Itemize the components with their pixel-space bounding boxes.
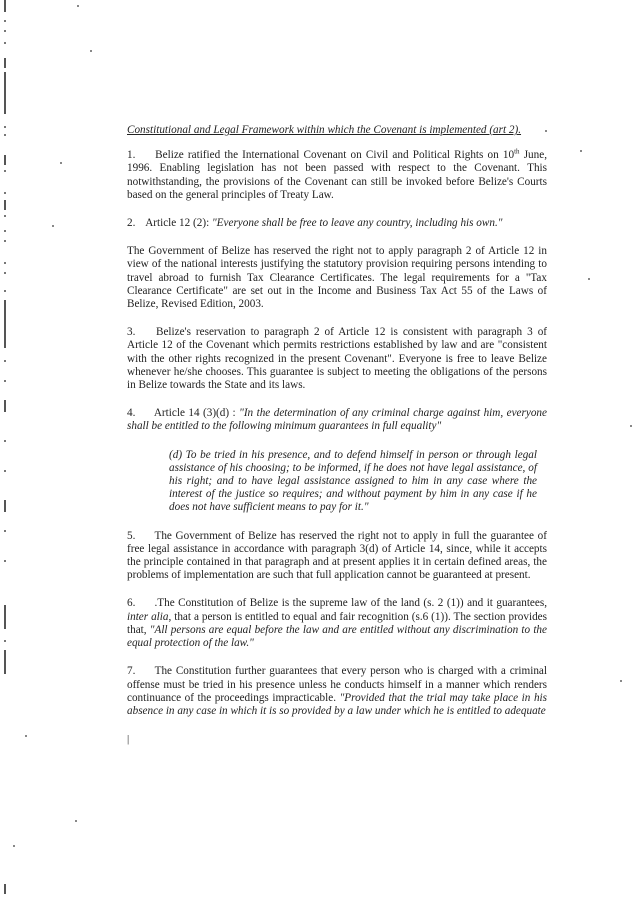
margin-mark [4,72,6,114]
margin-mark [4,440,6,442]
article-label: Article 14 (3)(d) : [153,407,236,420]
latin-phrase: inter alia [127,610,169,623]
block-quote: (d) To be tried in his presence, and to defend himself in person or through legal assistance of his choosing; to be informed, if he does not have legal assistance, of his right; and to have legal assistance assigned to him in any case where the interest of the justice so requires; and without payment by him in any case if he does not have sufficient means to pay for it." [169,448,537,514]
margin-mark [4,300,6,348]
margin-mark [4,650,6,674]
margin-mark [4,170,6,172]
paragraph-1 [127,149,547,202]
paragraph-text-cont: , that a person is entitled to equal and fair recognition (s.6 (1)). The section provides that, [127,610,547,636]
scan-speck [580,150,582,152]
paragraph-text: Belize's reservation to paragraph 2 of Article 12 is consistent with paragraph 3 of Article 12 of the Covenant which permits restrictions established by law and are "consistent with the other rights recognized in the present Covenant". Everyone is free to leave Belize whenever he/she chooses. This guarantee is subject to meeting the obligations of the persons in Belize towards the State and its laws. [127,326,548,392]
article-quote: "In the determination of any criminal charge against him, everyone shall be entitled to the following minimum guarantees in full equality" [127,407,547,433]
article-label: Article 12 (2): [145,217,210,230]
paragraph-3 [127,326,547,392]
scan-speck [60,162,62,164]
scan-speck [52,225,54,227]
document-body [127,124,547,746]
paragraph-number: 7. [127,665,136,678]
scan-speck [77,5,79,7]
margin-mark [4,230,6,232]
paragraph-4 [127,407,547,433]
scan-speck [13,845,15,847]
paragraph-6 [127,597,547,650]
margin-mark [4,200,6,210]
article-quote: "Everyone shall be free to leave any country, including his own." [209,217,503,230]
constitution-quote: "All persons are equal before the law and are entitled without any discrimination to the equal protection of the law." [127,623,547,650]
margin-mark [4,262,6,264]
margin-mark [4,20,6,22]
scan-speck [588,278,590,280]
margin-mark [4,58,6,68]
paragraph-2 [127,217,547,230]
scan-speck [25,735,27,737]
margin-mark [4,290,6,292]
constitution-quote: "Provided that the trial may take place in his absence in any case in which it is so provided by a law under which he is entitled to adequate [127,691,548,717]
scan-speck [75,820,77,822]
margin-mark [4,400,6,412]
margin-mark [4,380,6,382]
scan-margin-marks [4,0,8,903]
margin-mark [4,360,6,362]
paragraph-text: The Constitution further guarantees that every person who is charged with a criminal offense must be tried in his presence unless he conducts himself in a manner which renders continuance of the proceedings impracticable. [127,665,547,704]
paragraph-number: 3. [127,326,136,339]
margin-mark [4,272,6,274]
paragraph-number: 2. [127,217,136,230]
paragraph-number: 5. [127,529,136,542]
paragraph-text: Belize ratified the International Covenant on Civil and Political Rights on 10 [155,149,515,162]
margin-mark [4,215,6,217]
paragraph-2-body [127,245,547,311]
margin-mark [4,640,6,642]
margin-mark [4,134,6,136]
paragraph-number: 1. [127,149,136,162]
paragraph-text-cont: June, 1996. Enabling legislation has not been passed with respect to the Covenant. This notwithstanding, the provisions of the Covenant can still be invoked before Belize's Courts based on the general principles of Treaty Law. [127,149,548,201]
margin-mark [4,470,6,472]
margin-mark [4,530,6,532]
page-end-mark: | [127,733,130,746]
margin-mark [4,126,6,128]
scan-speck [90,50,92,52]
paragraph-text: The Government of Belize has reserved the right not to apply in full the guarantee of free legal assistance in accordance with paragraph 3(d) of Article 14, since, while it accepts the principle contained in that paragraph and at present applies it in certain defined areas, the problems of implementation are such that full application cannot be guaranteed at present. [127,529,547,582]
margin-mark [4,192,6,194]
paragraph-text: The Government of Belize has reserved the right not to apply paragraph 2 of Article 12 in view of the national interests justifying the statutory provision requiring persons intending to travel abroad to furnish Tax Clearance Certificates. The legal requirements for a "Tax Clearance Certificate" are set out in the Income and Business Tax Act 55 of the Laws of Belize, Revised Edition, 2003. [127,245,547,311]
margin-mark [4,884,6,894]
scan-speck [630,425,632,427]
margin-mark [4,30,6,32]
margin-mark [4,605,6,629]
paragraph-text: .The Constitution of Belize is the supreme law of the land (s. 2 (1)) and it guarantees, [154,597,548,610]
margin-mark [4,0,6,12]
scan-speck [620,680,622,682]
paragraph-number: 4. [127,407,136,420]
paragraph-7 [127,665,547,718]
superscript: th [514,147,520,156]
paragraph-number: 6. [127,597,136,610]
margin-mark [4,155,6,165]
margin-mark [4,240,6,242]
margin-mark [4,500,6,512]
paragraph-5 [127,530,547,583]
section-heading: Constitutional and Legal Framework within which the Covenant is implemented (art 2). [127,124,522,136]
margin-mark [4,42,6,44]
margin-mark [4,560,6,562]
